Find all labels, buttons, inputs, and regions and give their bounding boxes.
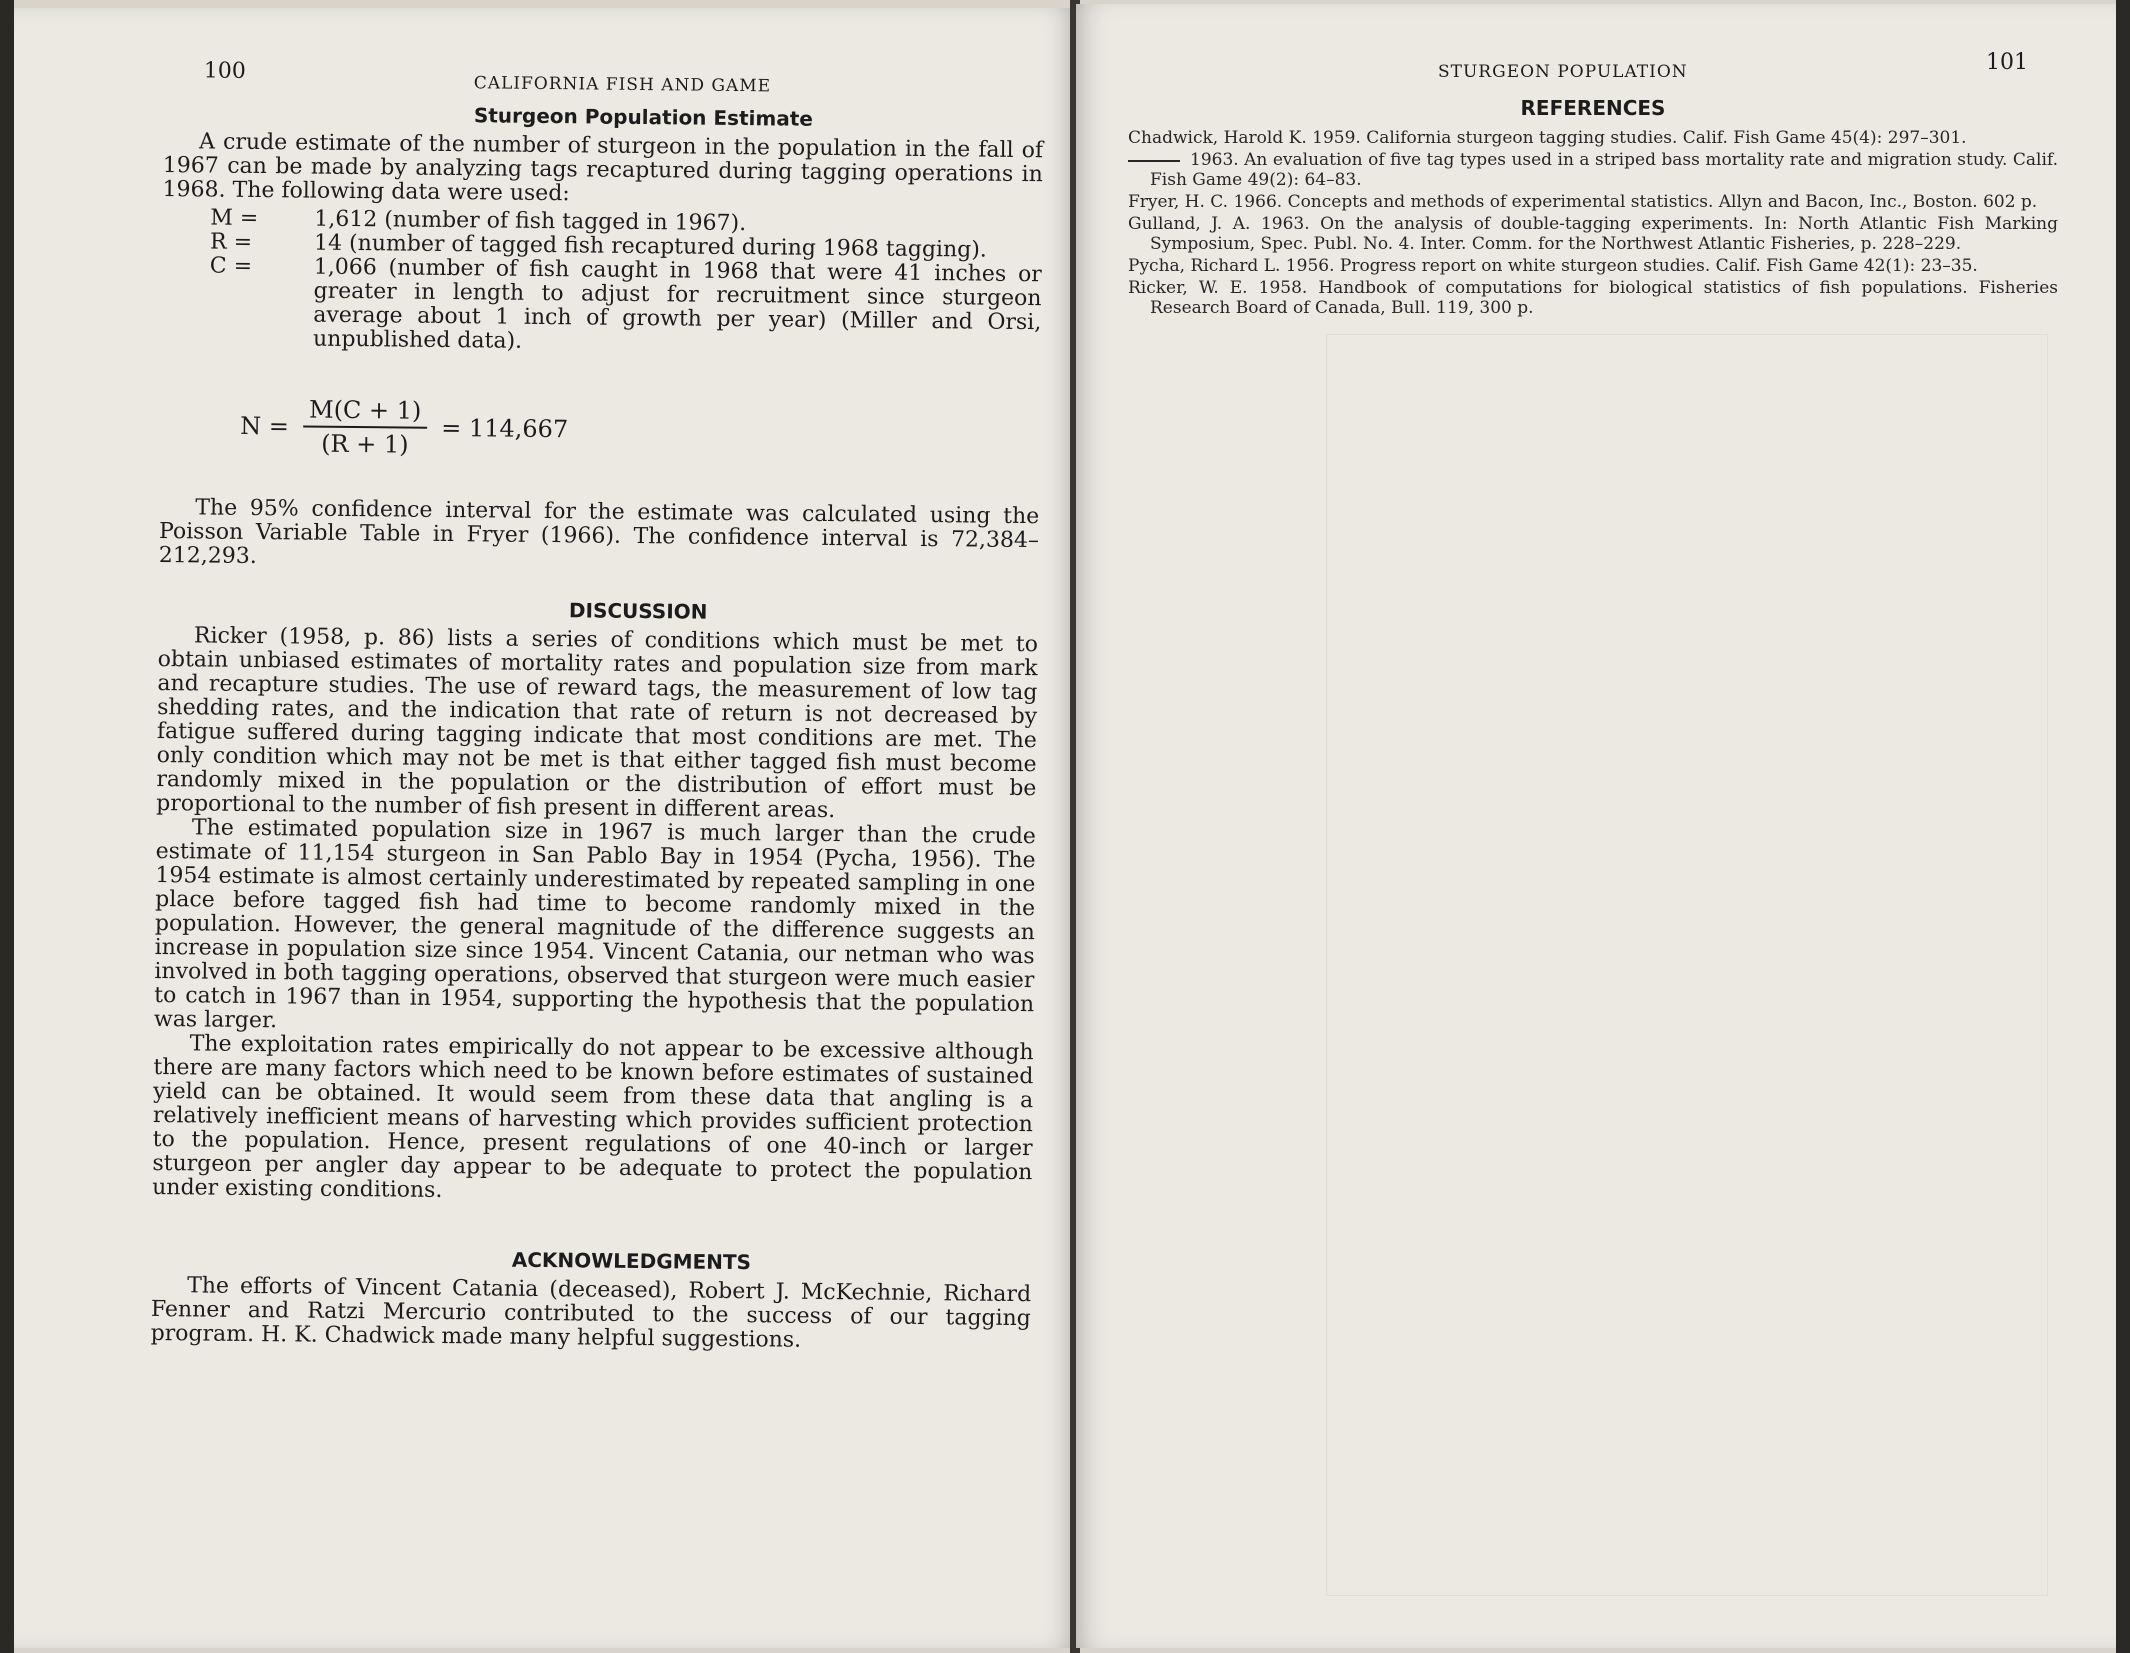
section-title-acknowledgments: ACKNOWLEDGMENTS — [511, 1247, 752, 1275]
reference-text: Gulland, J. A. 1963. On the analysis of double-tagging experiments. In: North Atlantic Fish Marking Symposium, Spec. Publ. No. 4. Inter. Comm. for the Northwest Atlantic Fisheries, p. 228–229. — [1128, 214, 2058, 254]
formula-numerator: M(C + 1) — [303, 395, 428, 428]
formula-denominator: (R + 1) — [321, 429, 409, 459]
article-running-title: STURGEON POPULATION — [1438, 62, 1688, 82]
section-title-discussion: DISCUSSION — [568, 598, 708, 624]
page-number-right: 101 — [1986, 50, 2028, 75]
variable-c — [209, 254, 1042, 359]
variable-description: 1,066 (number of fish caught in 1968 that were 41 inches or greater in length to adjust for recruitment since sturgeon average about 1 inch of growth per year) (Miller and Orsi, unpublished data). — [312, 254, 1042, 354]
acknowledgments-paragraph: The efforts of Vincent Catania (deceased), Robert J. McKechnie, Richard Fenner and Ratzi Mercurio contributed to the success of our tagging program. H. K. Chadwick made many helpful suggestions. — [150, 1273, 1032, 1353]
running-head-right — [1128, 50, 2058, 90]
left-page — [14, 8, 1076, 1648]
references-title: REFERENCES — [1520, 96, 1666, 120]
reference-item — [1128, 256, 2058, 276]
reference-item — [1128, 278, 2058, 318]
ditto-dash — [1128, 160, 1180, 162]
references-section — [1128, 96, 2058, 318]
left-page-content — [151, 58, 1044, 1355]
reference-item — [1128, 128, 2058, 148]
discussion-paragraph: The estimated population size in 1967 is much larger than the crude estimate of 11,154 sturgeon in San Pablo Bay in 1954 (Pycha, 1956). The 1954 estimate is almost certainly underestimated by repeated sampling in one place before tagged fish had time to become randomly mixed in the population. However, the general magnitude of the difference suggests an increase in population size since 1954. Vincent Catania, our netman who was involved in both tagging operations, observed that sturgeon were much easier to catch in 1967 than in 1954, supporting the hypothesis that the population was larger. — [153, 815, 1037, 1034]
formula-fraction — [303, 395, 428, 458]
book-edge-left — [0, 0, 14, 1653]
running-head-left — [164, 58, 1044, 107]
discussion-paragraph: Ricker (1958, p. 86) lists a series of conditions which must be met to obtain unbiased estimates of mortality rates and population size from mark and recapture studies. The use of reward tags, the measurement of low tag shedding rates, and the indication that rate of return is not decreased by fatigue suffered during tagging indicate that most conditions are met. The only condition which may not be met is that either tagged fish must become randomly mixed in the population or the distribution of effort must be proportional to the number of fish present in different areas. — [156, 623, 1039, 824]
reference-text: Pycha, Richard L. 1956. Progress report on white sturgeon studies. Calif. Fish Game 42(1): 23–35. — [1128, 256, 1978, 276]
right-page — [1076, 4, 2116, 1648]
page-number-left: 100 — [203, 58, 246, 84]
right-page-content — [1128, 50, 2058, 320]
reference-text: Ricker, W. E. 1958. Handbook of computations for biological statistics of fish populations. Fisheries Research Board of Canada, Bull. 119, 300 p. — [1128, 278, 2058, 318]
variable-symbol: R = — [209, 229, 253, 255]
reference-text: 1963. An evaluation of five tag types used in a striped bass mortality rate and migration study. Calif. Fish Game 49(2): 64–83. — [1150, 150, 2058, 190]
reference-item — [1128, 192, 2058, 212]
reference-item — [1128, 150, 2058, 190]
confidence-paragraph: The 95% confidence interval for the estimate was calculated using the Poisson Variable Table in Fryer (1966). The confidence interval is 72,384–212,293. — [158, 495, 1040, 569]
formula-result: = 114,667 — [441, 413, 569, 444]
variable-list — [209, 206, 1042, 359]
section-title-estimate: Sturgeon Population Estimate — [473, 103, 814, 131]
reference-text: Fryer, H. C. 1966. Concepts and methods of experimental statistics. Allyn and Bacon, Inc., Boston. 602 p. — [1128, 192, 2038, 212]
variable-symbol: M = — [210, 205, 259, 231]
formula-lhs: N = — [240, 411, 290, 441]
reference-text: Chadwick, Harold K. 1959. California sturgeon tagging studies. Calif. Fish Game 45(4): 297–301. — [1128, 128, 1967, 148]
variable-description: 1,612 (number of fish tagged in 1967). — [314, 206, 747, 237]
reference-item — [1128, 214, 2058, 254]
journal-title: CALIFORNIA FISH AND GAME — [473, 73, 772, 97]
book-edge-right — [2116, 0, 2130, 1653]
intro-paragraph: A crude estimate of the number of sturgeon in the population in the fall of 1967 can be made by analyzing tags recaptured during tagging operations in 1968. The following data were used: — [162, 129, 1044, 207]
show-through-ghost — [1326, 334, 2048, 1596]
variable-description: 14 (number of tagged fish recaptured during 1968 tagging). — [313, 230, 987, 263]
population-formula — [240, 395, 1041, 465]
variable-symbol: C = — [209, 253, 253, 279]
discussion-paragraph: The exploitation rates empirically do not appear to be excessive although there are many factors which need to be known before estimates of sustained yield can be obtained. It would seem from these data that angling is a relatively inefficient means of harvesting which provides sufficient protection to the population. Hence, present regulations of one 40-inch or larger sturgeon per angler day appear to be adequate to protect the population under existing conditions. — [152, 1031, 1034, 1203]
